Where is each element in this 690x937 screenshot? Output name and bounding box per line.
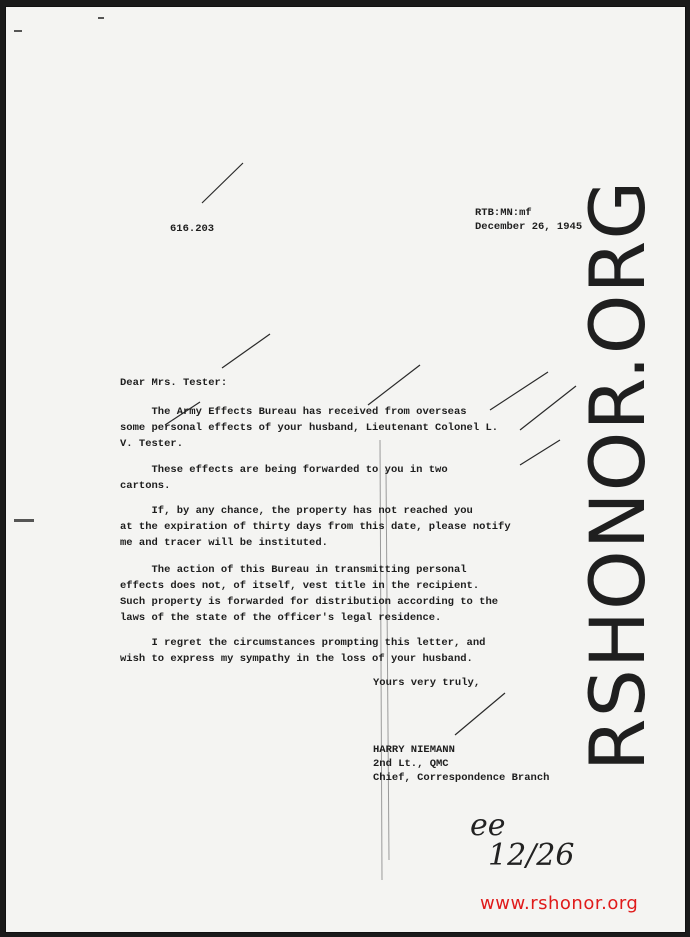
salutation: Dear Mrs. Tester: bbox=[120, 377, 228, 389]
watermark-text: RSHONOR.ORG bbox=[573, 179, 662, 771]
handwritten-initials: ee bbox=[470, 808, 506, 843]
letter-date: December 26, 1945 bbox=[475, 221, 583, 233]
signature-rank: 2nd Lt., QMC bbox=[373, 758, 449, 770]
paragraph-1: The Army Effects Bureau has received from overseas some personal effects of your husband, Lieutenant Colonel L. V. Tester. bbox=[120, 406, 499, 450]
paragraph-4: The action of this Bureau in transmitting personal effects does not, of itself, vest title in the recipient. Such property is forwarded for distribution according to the laws of the state of the officer's legal residence. bbox=[120, 564, 499, 624]
watermark-url: www.rshonor.org bbox=[480, 893, 639, 914]
reference-code: RTB:MN:mf bbox=[475, 207, 532, 219]
file-number: 616.203 bbox=[170, 223, 215, 235]
paragraph-3: If, by any chance, the property has not reached you at the expiration of thirty days from this date, please notify me and tracer will be instituted. bbox=[120, 505, 511, 549]
signature-name: HARRY NIEMANN bbox=[373, 744, 455, 756]
watermark-vertical bbox=[560, 95, 675, 855]
paragraph-5: I regret the circumstances prompting this letter, and wish to express my sympathy in the loss of your husband. bbox=[120, 637, 486, 665]
closing: Yours very truly, bbox=[373, 677, 481, 689]
handwritten-date: 12/26 bbox=[488, 838, 575, 873]
signature-title: Chief, Correspondence Branch bbox=[373, 772, 550, 784]
paragraph-2: These effects are being forwarded to you in two cartons. bbox=[120, 464, 448, 492]
